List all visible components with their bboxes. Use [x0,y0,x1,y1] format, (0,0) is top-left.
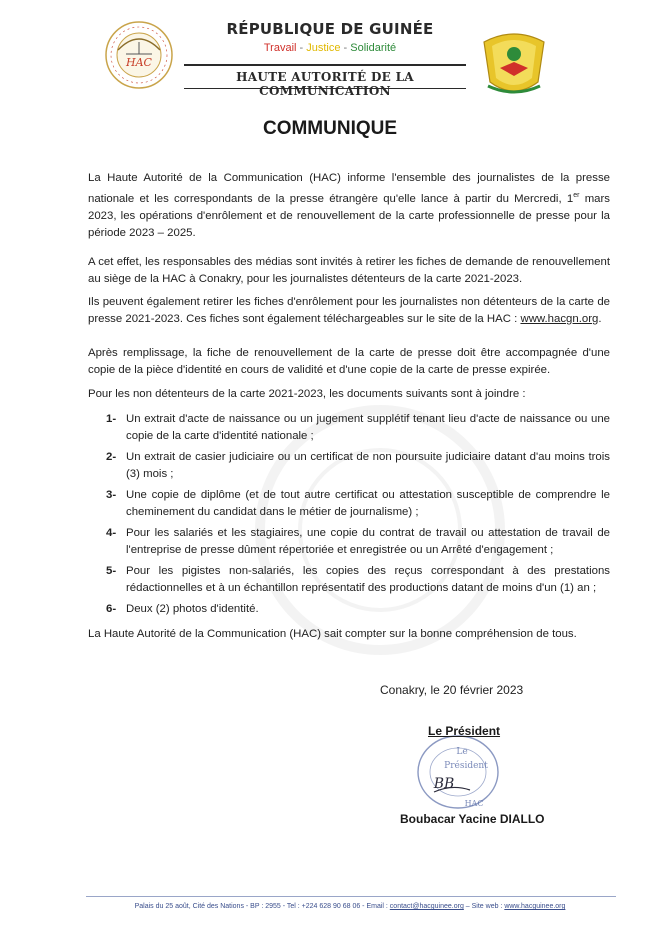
footer-address: Palais du 25 août, Cité des Nations - BP : 2955 - Tel : +224 628 90 68 06 - Email : [134,903,390,910]
paragraph-enrolment-text: Ils peuvent également retirer les fiches d'enrôlement pour les journalistes non détenteurs de la carte de presse 2021-2023. Ces fiches sont également téléchargeables sur le site de la HAC : [88,296,610,325]
list-item-number: 2- [106,451,117,463]
paragraph-documents-intro: Pour les non détenteurs de la carte 2021-2023, les documents suivants sont à joindre : [88,388,526,400]
paragraph-enrolment-end: . [598,313,602,325]
paragraph-intro-text-end: mars 2023, les opérations d'enrôlement et de renouvellement de la carte professionnelle de presse pour la période 2023 – 2025. [88,192,611,239]
paragraph-after-filling: Après remplissage, la fiche de renouvellement de la carte de presse doit être accompagnée d'une copie de la pièce d'identité en cours de validité et d'une copie de la carte de presse expirée. [88,347,610,376]
svg-text:BB: BB [433,776,455,792]
list-item-number: 6- [106,603,117,615]
list-item [88,487,610,521]
guinea-coat-of-arms [478,24,550,100]
footer-email-link[interactable]: contact@hacguinee.org [389,903,464,910]
header-rule-bottom [184,88,466,89]
motto-justice: Justice [306,42,341,54]
official-stamp [412,732,504,812]
paragraph-intro-text: La Haute Autorité de la Communication (HAC) informe l'ensemble des journalistes de la presse nationale et les correspondants de la presse étrangère qu'elle lance à partir du Mercredi, 1 [88,172,610,205]
signatory-role: Le Président [428,724,501,738]
republic-title: RÉPUBLIQUE DE GUINÉE [226,20,434,38]
list-item-text: Un extrait de casier judiciaire ou un certificat de non poursuite judiciaire datant d'au moins trois (3) mois ; [126,451,610,480]
footer-rule [86,896,616,897]
list-item [88,525,610,559]
list-item-text: Une copie de diplôme (et de tout autre certificat ou attestation susceptible de comprendre le cheminement du candidat dans le métier de journalisme) ; [126,489,610,518]
svg-text:Le: Le [456,747,468,757]
svg-text:HAC: HAC [464,799,484,808]
required-documents-list [88,411,610,622]
list-item-number: 5- [106,565,117,577]
list-item-text: Deux (2) photos d'identité. [126,603,259,615]
list-item [88,601,610,618]
motto-separator: - [340,42,351,54]
footer-website-link[interactable]: www.hacguinee.org [504,903,566,910]
list-item [88,449,610,483]
authority-title: HAUTE AUTORITÉ DE LA COMMUNICATION [236,70,414,98]
paragraph-renewal: A cet effet, les responsables des médias sont invités à retirer les fiches de demande de renouvellement au siège de la HAC à Conakry, pour les journalistes détenteurs de la carte 2021-2023. [88,256,610,285]
footer-contact [80,903,620,910]
list-item-number: 4- [106,527,117,539]
list-item-number: 3- [106,489,117,501]
national-motto [0,42,660,54]
website-link[interactable]: www.hacgn.org [520,313,599,325]
motto-solidarite: Solidarité [350,42,397,54]
document-title: COMMUNIQUE [262,118,398,139]
list-item-text: Un extrait d'acte de naissance ou un jugement supplétif tenant lieu d'acte de naissance ou une copie de la carte d'identité nationale ; [126,413,610,442]
ordinal-suffix: er [573,192,580,199]
list-item [88,411,610,445]
list-item-text: Pour les pigistes non-salariés, les copies des reçus correspondant à des prestations rédactionnelles et à un échantillon représentatif des productions datant de moins d'un (1) an ; [126,565,610,594]
motto-separator: - [296,42,307,54]
paragraph-enrolment [88,294,610,328]
paragraph-intro [88,170,610,242]
signatory-name: Boubacar Yacine DIALLO [400,812,545,826]
paragraph-closing: La Haute Autorité de la Communication (HAC) sait compter sur la bonne compréhension de tous. [88,628,577,640]
header-rule-top [184,64,466,66]
list-item-number: 1- [106,413,117,425]
motto-travail: Travail [263,42,297,54]
svg-text:Président: Président [444,761,488,771]
footer-site-label: – Site web : [463,903,505,910]
date-line: Conakry, le 20 février 2023 [380,683,524,697]
svg-text:HAC: HAC [126,56,152,69]
list-item-text: Pour les salariés et les stagiaires, une copie du contrat de travail ou attestation de travail de l'entreprise de presse dûment répertoriée et enregistrée ou un Arrêté d'engagement ; [126,527,610,556]
list-item [88,563,610,597]
